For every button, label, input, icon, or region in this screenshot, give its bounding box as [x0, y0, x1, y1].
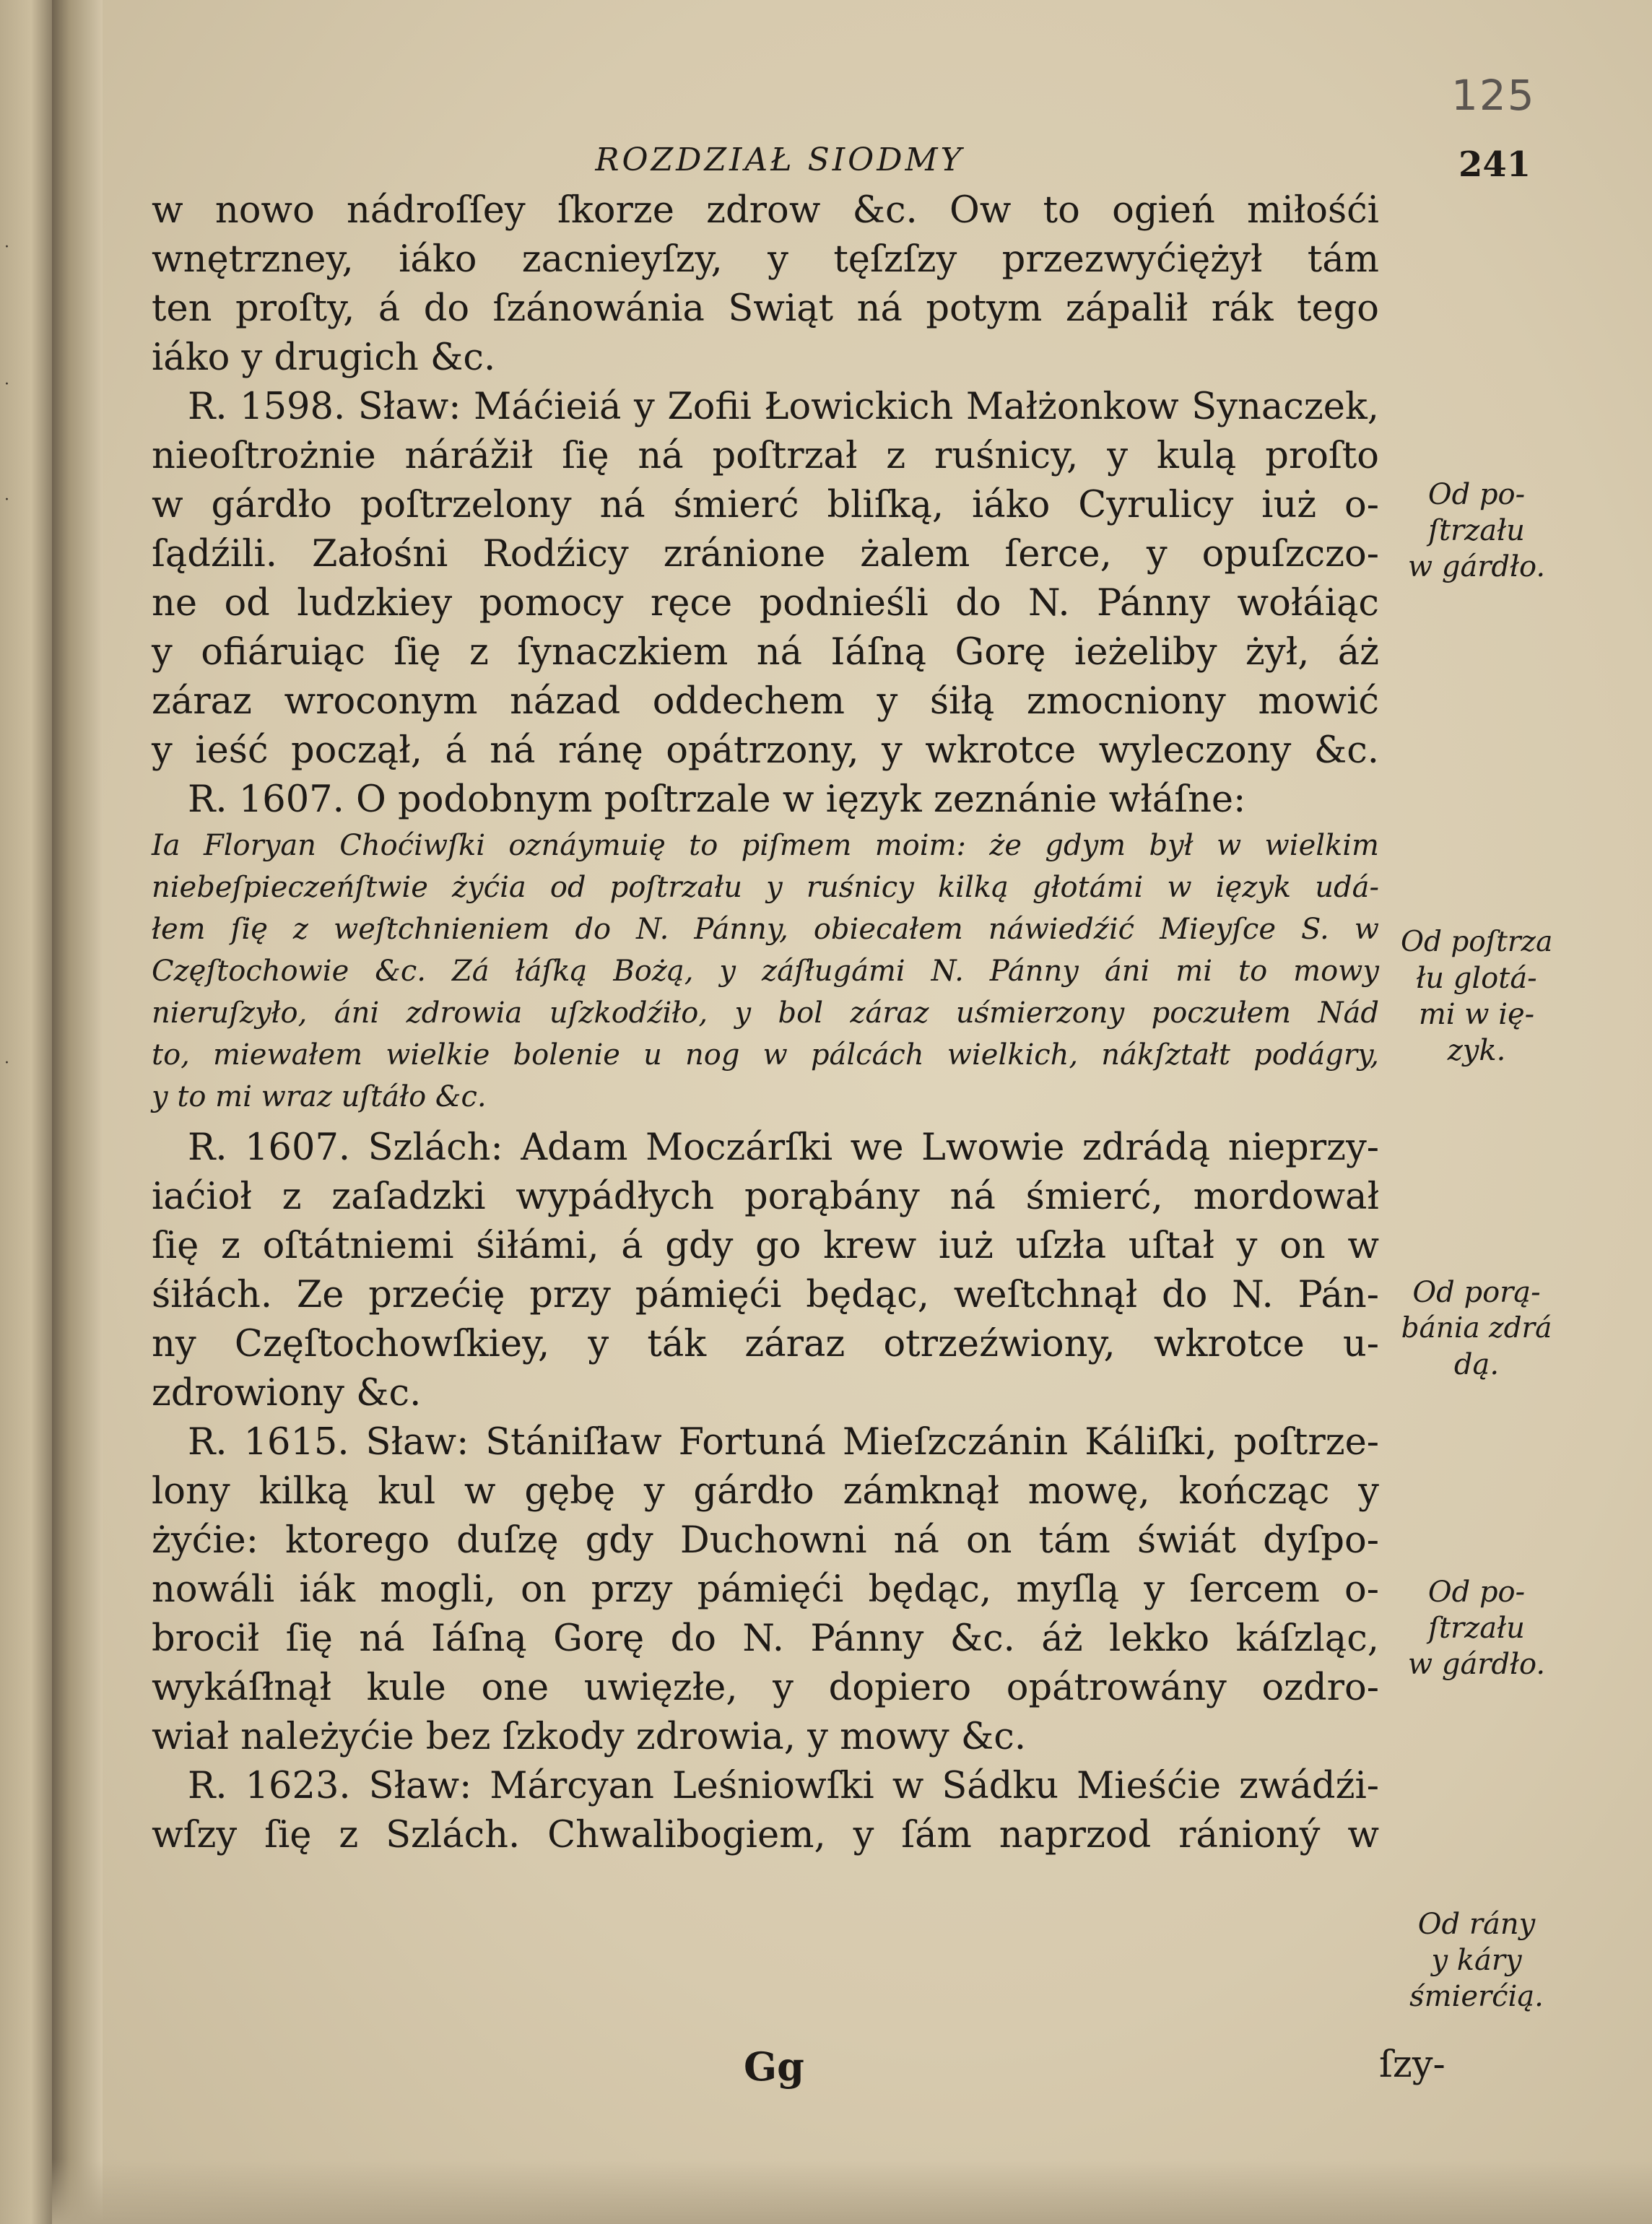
bleed-mark: · [4, 491, 9, 509]
margin-note-line: dą. [1453, 1348, 1500, 1381]
text-line: śiłách. Ze przećię przy pámięći będąc, weſtchnął do N. Pán- [152, 1274, 1379, 1316]
text-line: lony kilką kul w gębę y gárdło zámknął mowę, kończąc y [152, 1470, 1379, 1513]
margin-note-line: Od porą- [1412, 1276, 1541, 1309]
margin-note-line: w gárdło. [1407, 550, 1546, 583]
text-line: y ieść począł, á ná ránę opátrzony, y wkrotce wyleczony &c. [152, 729, 1379, 772]
entry-start-line: R. 1607. O podobnym poſtrzale w ięzyk zeznánie włáſne: [188, 778, 1246, 821]
margin-note-line: Od rány [1417, 1908, 1536, 1941]
text-line: żyćie: ktorego duſzę gdy Duchowni ná on tám świát dyſpo- [152, 1519, 1379, 1562]
testimony-line: y to mi wraz uſtáło &c. [152, 1080, 487, 1113]
text-line: ten proſty, á do ſzánowánia Swiąt ná potym zápalił rák tego [152, 287, 1379, 330]
text-line: wnętrzney, iáko zacnieyſzy, y tęſzſzy przezwyćiężył tám [152, 238, 1379, 281]
previous-page-edge [0, 0, 52, 2224]
text-line: ſię z oſtátniemi śiłámi, á gdy go krew iuż uſzła uſtał y on w [152, 1225, 1379, 1267]
margin-note-line: Od poſtrza [1401, 926, 1553, 958]
testimony-line: Częſtochowie &c. Zá łáſką Bożą, y záſługámi N. Pánny áni mi to mowy [152, 955, 1379, 988]
catchword: ſzy- [1379, 2043, 1446, 2086]
bleed-mark: · [4, 375, 9, 394]
testimony-line: Ia Floryan Choćiwſki oznáymuię to piſmem moim: że gdym był w wielkim [152, 829, 1379, 862]
margin-note [1401, 1274, 1552, 1383]
margin-note-line: ſtrzału [1428, 1612, 1525, 1645]
page-number: 241 [1458, 144, 1531, 185]
text-line: wiał należyćie bez ſzkody zdrowia, y mowy &c. [152, 1716, 1027, 1758]
bleed-mark: · [4, 238, 9, 256]
text-line: w gárdło poſtrzelony ná śmierć bliſką, iáko Cyrulicy iuż o- [152, 484, 1379, 526]
entry-start-line: R. 1623. Sław: Márcyan Leśniowſki w Sádku Mieśćie zwádźi- [188, 1765, 1379, 1807]
margin-note-line: ſtrzału [1428, 514, 1525, 547]
margin-note-line: mi w ię- [1418, 998, 1535, 1031]
bleed-mark: · [4, 1054, 9, 1072]
margin-note-line: Od po- [1427, 1576, 1526, 1609]
margin-note [1401, 924, 1552, 1069]
handwritten-folio-number: 125 [1451, 71, 1536, 120]
testimony-line: nieruſzyło, áni zdrowia uſzkodźiło, y bol záraz uśmierzony poczułem Nád [152, 996, 1379, 1030]
text-line: záraz wroconym názad oddechem y śiłą zmocniony mowić [152, 680, 1379, 723]
testimony-line: niebeſpieczeńſtwie żyćia od poſtrzału y ruśnicy kilką głotámi w ięzyk udá- [152, 871, 1379, 904]
margin-note-line: zyk. [1447, 1034, 1506, 1067]
text-line: nowáli iák mogli, on przy pámięći będąc, myſlą y ſercem o- [152, 1568, 1379, 1611]
text-line: ſądźili. Załośni Rodźicy zránione żalem ſerce, y opuſzczo- [152, 533, 1379, 575]
margin-note-line: łu glotá- [1416, 962, 1537, 995]
text-line: ny Częſtochowſkiey, y ták záraz otrzeźwiony, wkrotce u- [152, 1323, 1379, 1365]
running-head: ROZDZIAŁ SIODMY [595, 142, 965, 178]
entry-start-line: R. 1615. Sław: Stániſław Fortuná Mieſzczánin Káliſki, poſtrze- [188, 1421, 1379, 1464]
testimony-line: to, miewałem wielkie bolenie u nog w pálcách wielkich, nákſztałt podágry, [152, 1038, 1379, 1072]
text-line: wſzy ſię z Szlách. Chwalibogiem, y ſám naprzod ránioný w [152, 1814, 1379, 1856]
text-line: iáko y drugich &c. [152, 336, 496, 379]
text-line: brocił ſię ná Iáſną Gorę do N. Pánny &c. áż lekko káſzląc, [152, 1617, 1379, 1660]
body-text [152, 186, 1379, 1860]
text-line: iaćioł z zaſadzki wypádłych porąbány ná śmierć, mordował [152, 1176, 1379, 1218]
margin-note [1401, 477, 1552, 585]
margin-note-line: Od po- [1427, 478, 1526, 511]
text-line: wykáſłnął kule one uwięzłe, y dopiero opátrowány ozdro- [152, 1667, 1379, 1709]
text-line: ne od ludzkiey pomocy ręce podnieśli do N. Pánny wołáiąc [152, 582, 1379, 625]
page-bottom-edge [52, 2159, 1652, 2224]
entry-start-line: R. 1598. Sław: Máćieiá y Zofii Łowickich Małżonkow Synaczek, [188, 386, 1379, 428]
signature-mark: Gg [744, 2043, 804, 2090]
text-line: w nowo nádroſſey ſkorze zdrow &c. Ow to ogień miłośći [152, 189, 1379, 232]
text-line: y ofiáruiąc ſię z ſynaczkiem ná Iáſną Gorę ieżeliby żył, áż [152, 631, 1379, 674]
text-line: nieoſtrożnie nárážił ſię ná poſtrzał z ruśnicy, y kulą proſto [152, 435, 1379, 477]
entry-start-line: R. 1607. Szlách: Adam Moczárſki we Lwowie zdrádą nieprzy- [188, 1126, 1379, 1169]
testimony-line: łem ſię z weſtchnieniem do N. Pánny, obiecałem náwiedźić Mieyſce S. w [152, 913, 1379, 946]
binding-gutter [52, 0, 103, 2224]
text-line: zdrowiony &c. [152, 1372, 422, 1415]
footer-line [152, 2043, 1446, 2093]
margin-note-line: y káry [1431, 1944, 1522, 1977]
margin-note [1401, 1574, 1552, 1682]
margin-note-line: w gárdło. [1407, 1648, 1546, 1681]
margin-note-line: bánia zdrá [1401, 1312, 1552, 1345]
margin-note [1401, 1906, 1552, 2015]
margin-note-line: śmierćią. [1409, 1980, 1544, 2013]
